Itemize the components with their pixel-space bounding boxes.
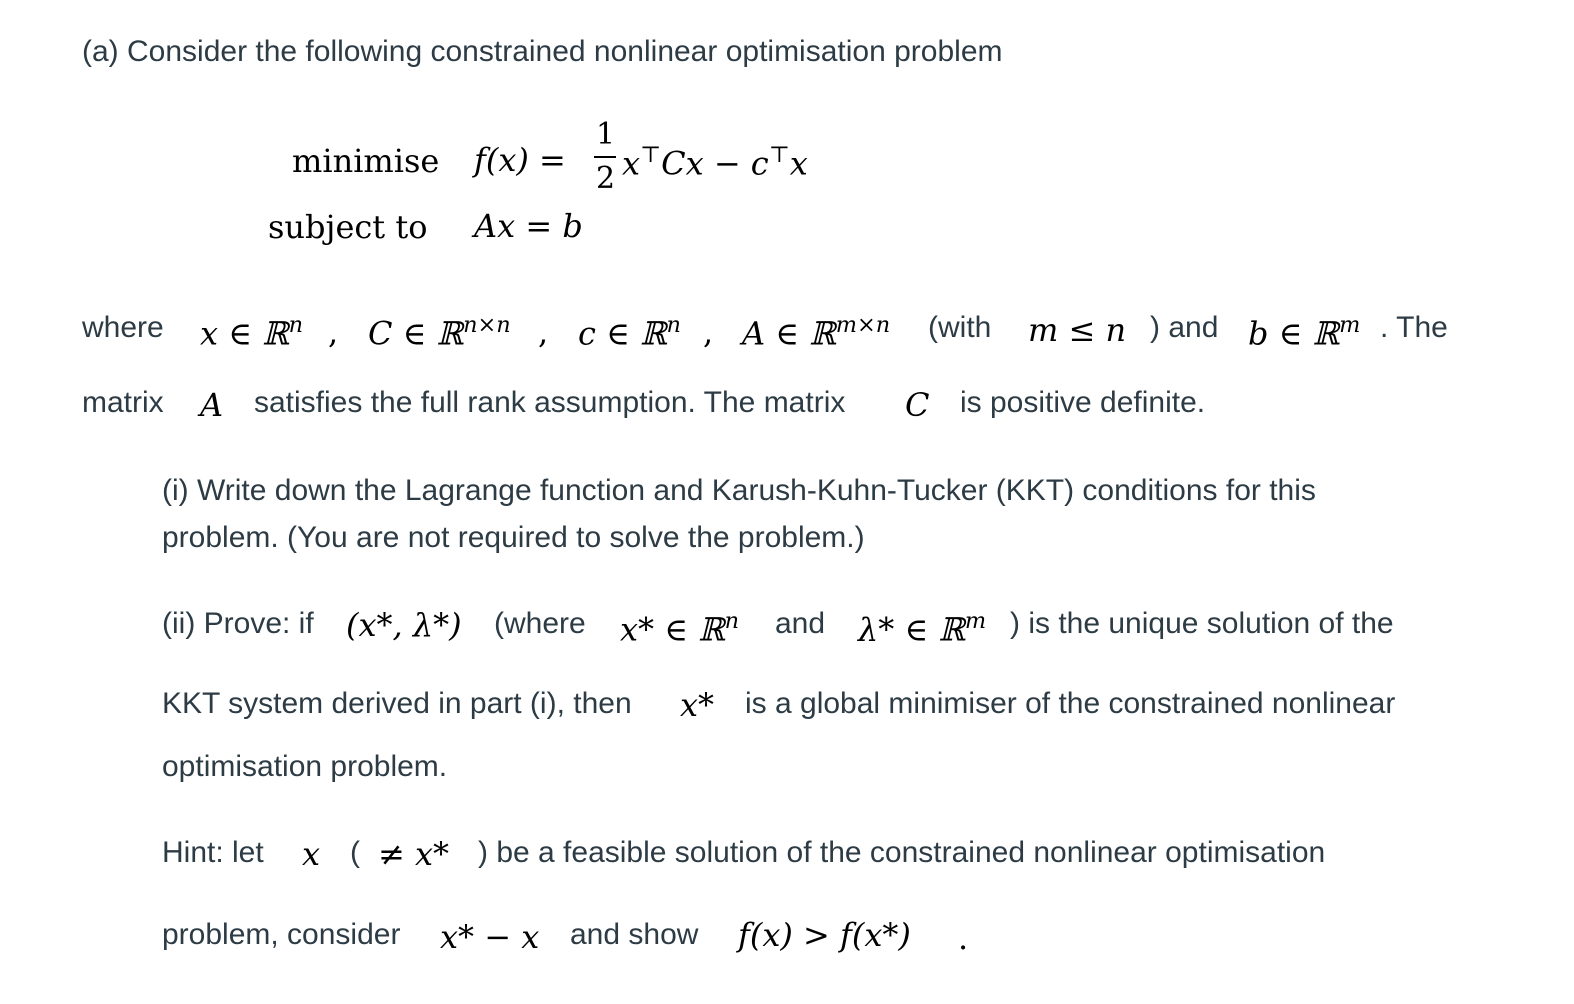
lambdastar-domain: λ* ∈ ℝ$^m$: [858, 608, 987, 649]
hint-neq: ≠ x*: [378, 835, 450, 873]
fraction-numerator: 1: [596, 117, 616, 152]
the-word: . The: [1380, 311, 1448, 344]
unique-solution-text: ) is the unique solution of the: [1010, 607, 1394, 640]
b-domain: b ∈ ℝ$^m$: [1248, 312, 1361, 353]
hint-inequality: f(x) > f(x*): [738, 916, 911, 954]
minimise-label: minimise: [292, 142, 440, 180]
A-domain: A ∈ ℝ$^{m\times n}$: [742, 312, 891, 353]
objective-lhs: f(x) =: [474, 141, 566, 179]
hint-feasible-text: ) be a feasible solution of the constrained nonlinear optimisation: [478, 836, 1326, 869]
m-le-n: m ≤ n: [1028, 311, 1127, 349]
positive-definite-text: is positive definite.: [960, 386, 1206, 419]
hint-period: .: [958, 919, 969, 957]
and-word-ii: and: [775, 607, 826, 640]
hint-difference: x* − x: [440, 918, 540, 956]
x-domain: x ∈ ℝ$^n$: [200, 312, 304, 353]
subject-to-label: subject to: [268, 208, 428, 246]
where-word: where: [82, 311, 164, 344]
kkt-line: KKT system derived in part (i), then: [162, 687, 632, 720]
prove-if: (ii) Prove: if: [162, 607, 314, 640]
comma-3: ,: [703, 313, 714, 351]
and-show-text: and show: [570, 918, 699, 951]
part-i-line-2: problem. (You are not required to solve the problem.): [162, 521, 865, 554]
matrix-C: C: [905, 386, 930, 424]
where-paren: (where: [494, 607, 586, 640]
matrix-word: matrix: [82, 386, 164, 419]
matrix-A: A: [200, 386, 224, 424]
optimisation-problem-text: optimisation problem.: [162, 750, 448, 783]
xstar-domain: x* ∈ ℝ$^n$: [620, 608, 740, 649]
hint-let: Hint: let: [162, 836, 264, 869]
xstar-symbol: x*: [680, 686, 715, 724]
problem-consider-text: problem, consider: [162, 918, 401, 951]
objective-rhs: x⊤Cx − c⊤x: [622, 142, 808, 183]
fraction-bar: [594, 156, 616, 158]
and-word: ) and: [1150, 311, 1219, 344]
satisfies-text: satisfies the full rank assumption. The matrix: [254, 386, 846, 419]
global-minimiser-text: is a global minimiser of the constrained nonlinear: [745, 687, 1396, 720]
comma-1: ,: [328, 313, 339, 351]
hint-x: x: [302, 835, 321, 873]
fraction-denominator: 2: [596, 161, 616, 196]
constraint: Ax = b: [474, 207, 583, 245]
with-word: (with: [928, 311, 992, 344]
c-domain: c ∈ ℝ$^n$: [578, 312, 681, 353]
C-domain: C ∈ ℝ$^{n\times n}$: [368, 312, 511, 353]
kkt-pair: (x*, λ*): [346, 606, 462, 644]
part-i-line-1: (i) Write down the Lagrange function and Karush-Kuhn-Tucker (KKT) conditions for this: [162, 474, 1316, 507]
hint-open-paren: (: [350, 836, 360, 869]
part-a-intro: (a) Consider the following constrained nonlinear optimisation problem: [82, 35, 1003, 68]
comma-2: ,: [538, 313, 549, 351]
